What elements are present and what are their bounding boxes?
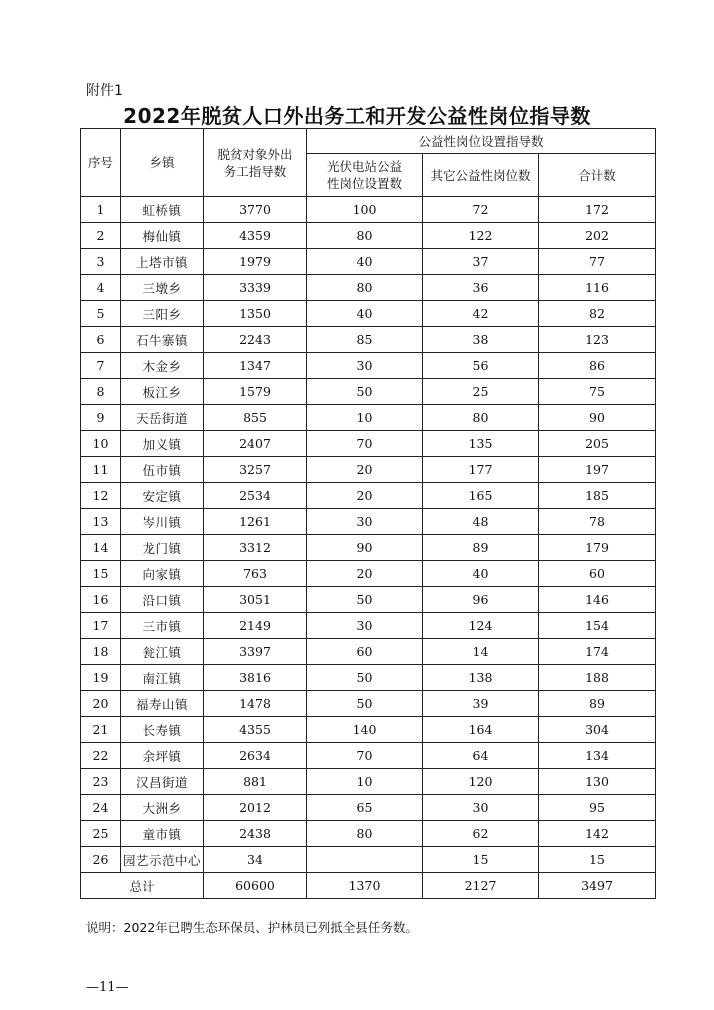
cell-solar: 10	[307, 769, 423, 795]
cell-town: 瓮江镇	[121, 639, 204, 665]
table-row	[81, 379, 656, 405]
cell-migrant: 1478	[204, 691, 307, 717]
table-row	[81, 587, 656, 613]
table-row	[81, 535, 656, 561]
cell-town: 沿口镇	[121, 587, 204, 613]
table-body	[81, 197, 656, 873]
guidance-table	[80, 128, 656, 899]
cell-other: 124	[423, 613, 539, 639]
table-row	[81, 431, 656, 457]
cell-migrant: 3257	[204, 457, 307, 483]
cell-solar	[307, 847, 423, 873]
cell-solar: 100	[307, 197, 423, 223]
cell-town: 板江乡	[121, 379, 204, 405]
cell-total: 60	[539, 561, 656, 587]
cell-seq: 9	[81, 405, 121, 431]
cell-other: 96	[423, 587, 539, 613]
cell-total: 146	[539, 587, 656, 613]
cell-town: 上塔市镇	[121, 249, 204, 275]
cell-total: 95	[539, 795, 656, 821]
table-row	[81, 639, 656, 665]
table-row	[81, 821, 656, 847]
cell-total: 82	[539, 301, 656, 327]
cell-seq: 11	[81, 457, 121, 483]
table-row	[81, 405, 656, 431]
cell-migrant: 2012	[204, 795, 307, 821]
cell-town: 余坪镇	[121, 743, 204, 769]
cell-total: 205	[539, 431, 656, 457]
cell-town: 大洲乡	[121, 795, 204, 821]
cell-other: 122	[423, 223, 539, 249]
cell-solar: 80	[307, 821, 423, 847]
cell-solar: 70	[307, 743, 423, 769]
cell-town: 童市镇	[121, 821, 204, 847]
cell-other: 72	[423, 197, 539, 223]
cell-solar: 80	[307, 275, 423, 301]
cell-town: 南江镇	[121, 665, 204, 691]
table-row	[81, 743, 656, 769]
cell-total: 304	[539, 717, 656, 743]
cell-seq: 18	[81, 639, 121, 665]
cell-migrant: 3051	[204, 587, 307, 613]
totals-solar: 1370	[307, 873, 423, 899]
table-row	[81, 561, 656, 587]
footnote: 说明：2022年已聘生态环保员、护林员已列抵全县任务数。	[86, 920, 418, 935]
cell-town: 汉昌街道	[121, 769, 204, 795]
header-total: 合计数	[539, 154, 656, 197]
table-row	[81, 275, 656, 301]
cell-seq: 8	[81, 379, 121, 405]
table-row	[81, 795, 656, 821]
cell-total: 174	[539, 639, 656, 665]
cell-total: 179	[539, 535, 656, 561]
table-row	[81, 665, 656, 691]
page-number: —11—	[86, 980, 129, 995]
cell-town: 龙门镇	[121, 535, 204, 561]
cell-solar: 50	[307, 691, 423, 717]
cell-migrant: 1347	[204, 353, 307, 379]
cell-seq: 5	[81, 301, 121, 327]
cell-seq: 13	[81, 509, 121, 535]
table-row	[81, 223, 656, 249]
cell-town: 三阳乡	[121, 301, 204, 327]
cell-solar: 70	[307, 431, 423, 457]
cell-solar: 20	[307, 457, 423, 483]
cell-migrant: 3397	[204, 639, 307, 665]
cell-migrant: 3816	[204, 665, 307, 691]
cell-other: 15	[423, 847, 539, 873]
cell-seq: 19	[81, 665, 121, 691]
cell-solar: 60	[307, 639, 423, 665]
cell-seq: 17	[81, 613, 121, 639]
table-row	[81, 457, 656, 483]
cell-seq: 26	[81, 847, 121, 873]
cell-seq: 15	[81, 561, 121, 587]
cell-town: 三墩乡	[121, 275, 204, 301]
cell-solar: 40	[307, 301, 423, 327]
table-row	[81, 327, 656, 353]
cell-town: 石牛寨镇	[121, 327, 204, 353]
cell-seq: 25	[81, 821, 121, 847]
cell-solar: 30	[307, 613, 423, 639]
cell-migrant: 2634	[204, 743, 307, 769]
cell-total: 86	[539, 353, 656, 379]
cell-seq: 16	[81, 587, 121, 613]
cell-total: 15	[539, 847, 656, 873]
cell-migrant: 1579	[204, 379, 307, 405]
cell-solar: 85	[307, 327, 423, 353]
cell-total: 130	[539, 769, 656, 795]
cell-other: 177	[423, 457, 539, 483]
cell-town: 三市镇	[121, 613, 204, 639]
header-migrant: 脱贫对象外出务工指导数	[204, 129, 307, 197]
cell-solar: 50	[307, 379, 423, 405]
cell-town: 虹桥镇	[121, 197, 204, 223]
cell-migrant: 2534	[204, 483, 307, 509]
cell-town: 梅仙镇	[121, 223, 204, 249]
cell-total: 77	[539, 249, 656, 275]
cell-total: 188	[539, 665, 656, 691]
cell-town: 长寿镇	[121, 717, 204, 743]
header-other: 其它公益性岗位数	[423, 154, 539, 197]
table-row	[81, 769, 656, 795]
cell-seq: 24	[81, 795, 121, 821]
cell-total: 142	[539, 821, 656, 847]
cell-town: 天岳街道	[121, 405, 204, 431]
header-seq: 序号	[81, 129, 121, 197]
cell-other: 62	[423, 821, 539, 847]
cell-solar: 65	[307, 795, 423, 821]
cell-other: 36	[423, 275, 539, 301]
cell-migrant: 1350	[204, 301, 307, 327]
cell-seq: 22	[81, 743, 121, 769]
cell-seq: 1	[81, 197, 121, 223]
cell-seq: 4	[81, 275, 121, 301]
cell-seq: 21	[81, 717, 121, 743]
cell-migrant: 1979	[204, 249, 307, 275]
cell-other: 64	[423, 743, 539, 769]
cell-solar: 20	[307, 561, 423, 587]
cell-total: 78	[539, 509, 656, 535]
cell-total: 89	[539, 691, 656, 717]
totals-row	[81, 873, 656, 899]
cell-migrant: 4359	[204, 223, 307, 249]
table-row	[81, 483, 656, 509]
cell-seq: 10	[81, 431, 121, 457]
cell-other: 89	[423, 535, 539, 561]
cell-solar: 30	[307, 353, 423, 379]
cell-total: 197	[539, 457, 656, 483]
cell-town: 向家镇	[121, 561, 204, 587]
cell-total: 154	[539, 613, 656, 639]
cell-solar: 20	[307, 483, 423, 509]
cell-migrant: 3312	[204, 535, 307, 561]
cell-other: 37	[423, 249, 539, 275]
cell-town: 福寿山镇	[121, 691, 204, 717]
cell-town: 安定镇	[121, 483, 204, 509]
cell-other: 38	[423, 327, 539, 353]
cell-other: 164	[423, 717, 539, 743]
cell-migrant: 763	[204, 561, 307, 587]
cell-migrant: 3339	[204, 275, 307, 301]
cell-solar: 30	[307, 509, 423, 535]
cell-other: 56	[423, 353, 539, 379]
table-row	[81, 847, 656, 873]
table-row	[81, 249, 656, 275]
cell-seq: 20	[81, 691, 121, 717]
attachment-label: 附件1	[86, 83, 123, 99]
cell-town: 伍市镇	[121, 457, 204, 483]
cell-total: 75	[539, 379, 656, 405]
cell-migrant: 34	[204, 847, 307, 873]
cell-other: 120	[423, 769, 539, 795]
cell-seq: 23	[81, 769, 121, 795]
cell-migrant: 2407	[204, 431, 307, 457]
cell-solar: 40	[307, 249, 423, 275]
table-row	[81, 509, 656, 535]
table-row	[81, 197, 656, 223]
cell-migrant: 2438	[204, 821, 307, 847]
cell-total: 134	[539, 743, 656, 769]
totals-label: 总计	[81, 873, 204, 899]
cell-other: 165	[423, 483, 539, 509]
table-row	[81, 717, 656, 743]
cell-seq: 7	[81, 353, 121, 379]
cell-other: 48	[423, 509, 539, 535]
cell-other: 25	[423, 379, 539, 405]
cell-solar: 10	[307, 405, 423, 431]
cell-migrant: 3770	[204, 197, 307, 223]
cell-town: 园艺示范中心	[121, 847, 204, 873]
header-group: 公益性岗位设置指导数	[307, 129, 656, 154]
table-row	[81, 301, 656, 327]
cell-total: 90	[539, 405, 656, 431]
cell-other: 14	[423, 639, 539, 665]
cell-solar: 140	[307, 717, 423, 743]
cell-total: 202	[539, 223, 656, 249]
cell-total: 172	[539, 197, 656, 223]
cell-total: 123	[539, 327, 656, 353]
table-row	[81, 691, 656, 717]
cell-other: 42	[423, 301, 539, 327]
cell-town: 加义镇	[121, 431, 204, 457]
cell-solar: 80	[307, 223, 423, 249]
cell-solar: 90	[307, 535, 423, 561]
cell-migrant: 855	[204, 405, 307, 431]
cell-total: 116	[539, 275, 656, 301]
cell-other: 138	[423, 665, 539, 691]
cell-migrant: 2149	[204, 613, 307, 639]
cell-town: 岑川镇	[121, 509, 204, 535]
header-solar: 光伏电站公益性岗位设置数	[307, 154, 423, 197]
totals-other: 2127	[423, 873, 539, 899]
cell-seq: 14	[81, 535, 121, 561]
cell-other: 135	[423, 431, 539, 457]
table-row	[81, 353, 656, 379]
totals-total: 3497	[539, 873, 656, 899]
cell-migrant: 2243	[204, 327, 307, 353]
cell-other: 40	[423, 561, 539, 587]
document-title: 2022年脱贫人口外出务工和开发公益性岗位指导数	[123, 104, 591, 128]
cell-other: 80	[423, 405, 539, 431]
cell-migrant: 881	[204, 769, 307, 795]
cell-other: 39	[423, 691, 539, 717]
header-town: 乡镇	[121, 129, 204, 197]
cell-seq: 2	[81, 223, 121, 249]
cell-seq: 12	[81, 483, 121, 509]
cell-solar: 50	[307, 587, 423, 613]
cell-migrant: 1261	[204, 509, 307, 535]
cell-migrant: 4355	[204, 717, 307, 743]
cell-total: 185	[539, 483, 656, 509]
cell-town: 木金乡	[121, 353, 204, 379]
cell-solar: 50	[307, 665, 423, 691]
totals-migrant: 60600	[204, 873, 307, 899]
cell-other: 30	[423, 795, 539, 821]
table-row	[81, 613, 656, 639]
cell-seq: 3	[81, 249, 121, 275]
cell-seq: 6	[81, 327, 121, 353]
